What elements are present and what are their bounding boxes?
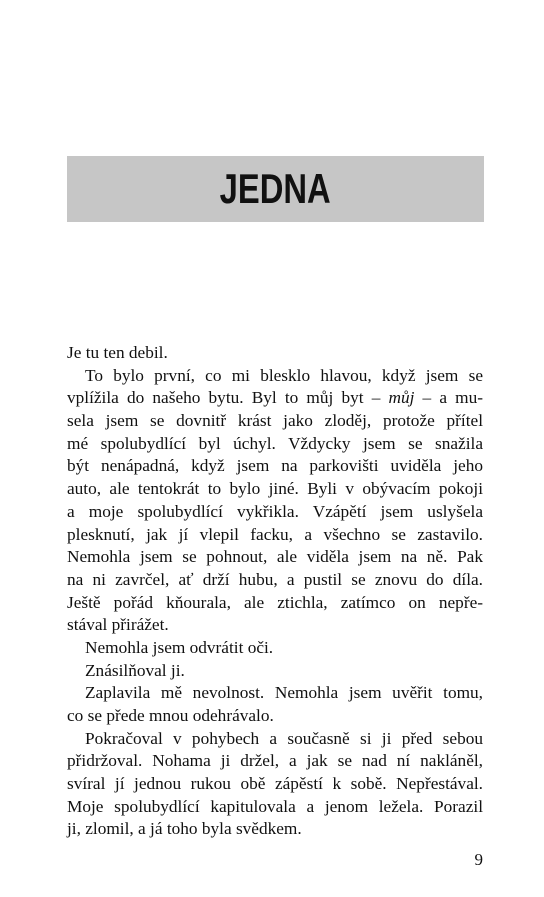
- chapter-heading-band: [67, 156, 484, 222]
- text-line: stával přirážet.: [67, 615, 169, 635]
- body-text: [67, 342, 483, 841]
- text-line: být nenápadná, když jsem na parkovišti uviděla jeho: [67, 456, 483, 476]
- text-segment: vplížila do našeho bytu. Byl to můj byt –: [67, 388, 389, 408]
- text-line: mé spolubydlící byl úchyl. Vždycky jsem se snažila: [67, 433, 483, 453]
- text-line: To bylo první, co mi blesklo hlavou, když jsem se: [85, 365, 483, 385]
- emphasis-text: můj: [388, 388, 415, 408]
- text-line: svíral jí jednou rukou obě zápěstí k sobě. Nepřestával.: [67, 774, 483, 794]
- text-line: a moje spolubydlící vykřikla. Vzápětí jsem uslyšela: [67, 501, 483, 521]
- text-line: Nemohla jsem se pohnout, ale viděla jsem na ně. Pak: [67, 547, 483, 567]
- text-line: Zaplavila mě nevolnost. Nemohla jsem uvěřit tomu,: [85, 683, 483, 703]
- text-segment: – a mu-: [414, 388, 483, 408]
- text-line: co se přede mnou odehrávalo.: [67, 706, 274, 725]
- text-line: na ni zavrčel, ať drží hubu, a pustil se znovu do díla.: [67, 569, 483, 589]
- text-line: ji, zlomil, a já toho byla svědkem.: [67, 819, 302, 839]
- chapter-title: JEDNA: [219, 165, 332, 212]
- text-line: plesknutí, jak jí vlepil facku, a všechno se zastavilo.: [67, 524, 483, 544]
- text-line: Znásilňoval ji.: [85, 660, 185, 680]
- text-line: přidržoval. Nohama ji držel, a jak se nad ní nakláněl,: [67, 751, 483, 771]
- text-line: sela jsem se dovnitř krást jako zloděj, protože přítel: [67, 411, 483, 431]
- text-line: Pokračoval v pohybech a současně si ji před sebou: [85, 728, 483, 748]
- text-line: Nemohla jsem odvrátit oči.: [85, 637, 274, 657]
- text-line: [67, 387, 483, 410]
- page-number: 9: [474, 850, 483, 869]
- text-line: Je tu ten debil.: [67, 343, 168, 362]
- text-line: Ještě pořád kňourala, ale ztichla, zatímco on nepře-: [67, 592, 483, 612]
- text-line: auto, ale tentokrát to bylo jiné. Byli v obývacím pokoji: [67, 479, 483, 499]
- text-line: Moje spolubydlící kapitulovala a jenom ležela. Porazil: [67, 796, 483, 816]
